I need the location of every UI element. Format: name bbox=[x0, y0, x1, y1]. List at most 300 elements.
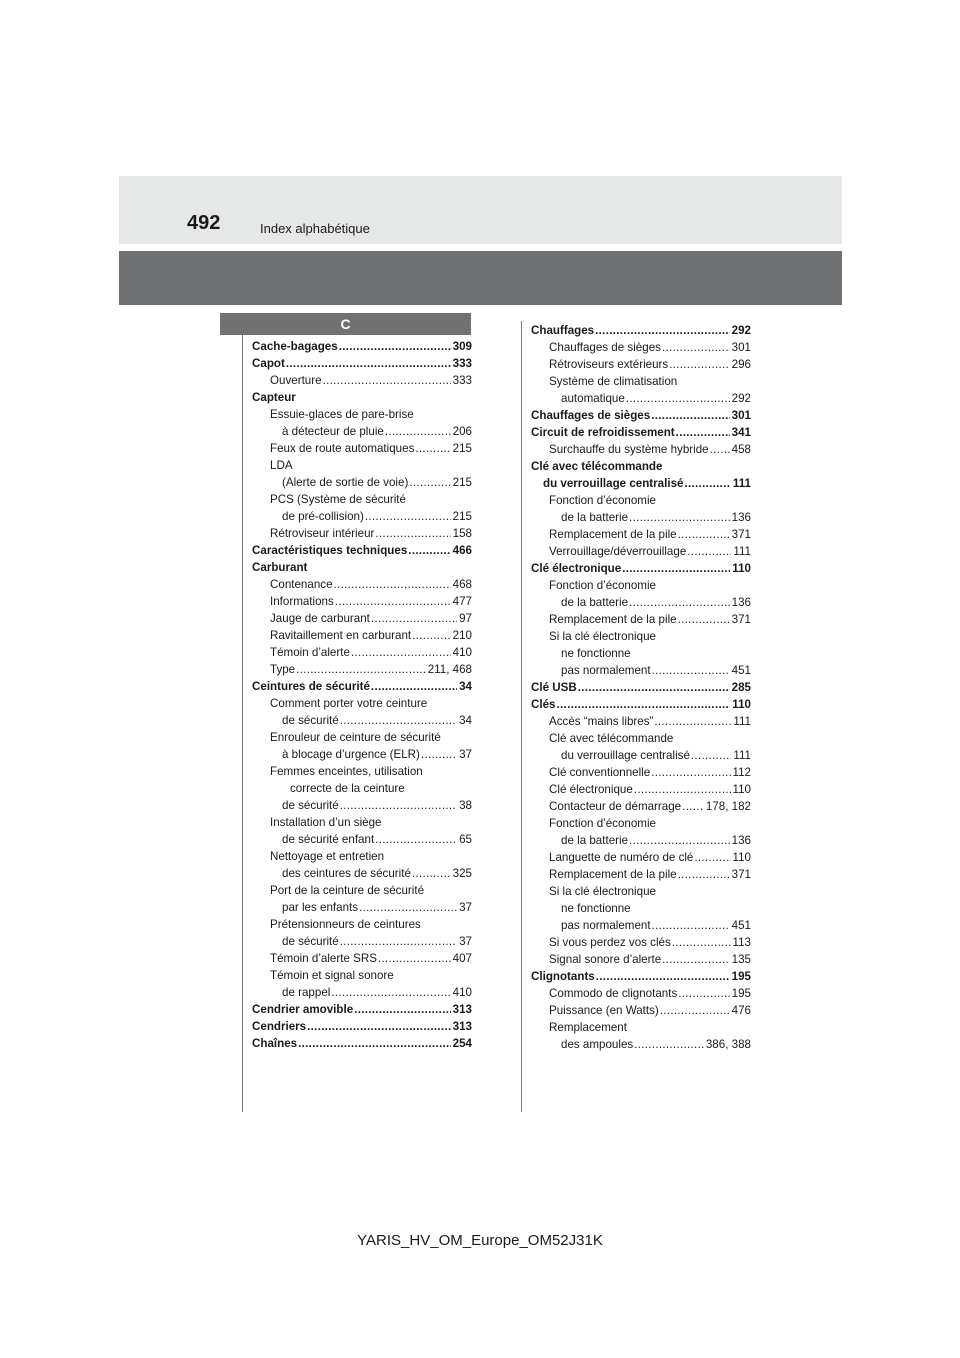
index-entry-page: 313 bbox=[452, 1020, 472, 1033]
index-entry-page: 178, 182 bbox=[705, 800, 751, 813]
index-entry-text: Remplacement bbox=[549, 1021, 627, 1034]
index-entry-page: 466 bbox=[452, 544, 472, 557]
index-column-left bbox=[252, 338, 472, 1052]
index-entry-page: 38 bbox=[459, 799, 472, 812]
index-entry bbox=[531, 458, 751, 475]
index-entry bbox=[531, 475, 751, 492]
index-entry bbox=[252, 797, 472, 814]
index-entry bbox=[252, 814, 472, 831]
index-entry bbox=[531, 866, 751, 883]
index-entry bbox=[531, 696, 751, 713]
index-entry-text: Clé conventionnelle bbox=[549, 766, 651, 779]
index-entry bbox=[252, 780, 472, 797]
index-entry bbox=[531, 441, 751, 458]
dot-leader bbox=[677, 611, 730, 628]
index-entry bbox=[252, 882, 472, 899]
index-entry-text: de sécurité bbox=[282, 714, 339, 727]
index-entry-text: Jauge de carburant bbox=[270, 612, 370, 625]
dot-leader bbox=[709, 441, 730, 458]
index-entry-text: Prétensionneurs de ceintures bbox=[270, 918, 421, 931]
index-entry bbox=[531, 560, 751, 577]
dot-leader bbox=[353, 1001, 450, 1018]
index-entry-page: 309 bbox=[452, 340, 472, 353]
index-entry-text: du verrouillage centralisé bbox=[543, 477, 684, 490]
index-entry bbox=[252, 916, 472, 933]
index-entry-page: 37 bbox=[459, 901, 472, 914]
index-entry-text: de sécurité bbox=[282, 935, 339, 948]
index-entry bbox=[531, 594, 751, 611]
dot-leader bbox=[322, 372, 451, 389]
index-entry-text: Nettoyage et entretien bbox=[270, 850, 385, 863]
index-entry-page: 111 bbox=[732, 477, 751, 490]
index-entry-page: 215 bbox=[452, 510, 472, 523]
index-entry bbox=[531, 1036, 751, 1053]
index-entry bbox=[252, 593, 472, 610]
index-entry-page: 292 bbox=[731, 324, 751, 337]
dot-leader bbox=[628, 509, 730, 526]
index-entry bbox=[531, 611, 751, 628]
index-entry-text: Ouverture bbox=[270, 374, 322, 387]
page-title: Index alphabétique bbox=[260, 221, 370, 236]
index-entry-text: Remplacement de la pile bbox=[549, 868, 677, 881]
index-entry bbox=[531, 1002, 751, 1019]
index-entry bbox=[252, 474, 472, 491]
index-entry-text: Cache-bagages bbox=[252, 340, 338, 353]
dot-leader bbox=[621, 560, 730, 577]
index-entry-page: 386, 388 bbox=[705, 1038, 751, 1051]
dot-leader bbox=[686, 543, 731, 560]
index-entry bbox=[252, 491, 472, 508]
index-entry bbox=[252, 508, 472, 525]
index-entry-text: Système de climatisation bbox=[549, 375, 678, 388]
index-entry bbox=[531, 679, 751, 696]
index-entry bbox=[531, 815, 751, 832]
index-entry-text: par les enfants bbox=[282, 901, 359, 914]
index-entry-page: 211, 468 bbox=[427, 663, 472, 676]
dot-leader bbox=[330, 984, 450, 1001]
dot-leader bbox=[651, 662, 730, 679]
dot-leader bbox=[681, 798, 704, 815]
index-entry-text: des ceintures de sécurité bbox=[282, 867, 411, 880]
index-entry-page: 34 bbox=[459, 714, 472, 727]
index-entry-text: Ceintures de sécurité bbox=[252, 680, 370, 693]
dot-leader bbox=[677, 985, 729, 1002]
index-entry-text: Informations bbox=[270, 595, 334, 608]
index-entry bbox=[531, 951, 751, 968]
index-entry-text: de sécurité enfant bbox=[282, 833, 375, 846]
index-entry-text: Clés bbox=[531, 698, 556, 711]
index-entry-page: 468 bbox=[452, 578, 472, 591]
index-entry-page: 215 bbox=[452, 442, 472, 455]
dot-leader bbox=[384, 423, 451, 440]
section-letter-tab: C bbox=[220, 313, 471, 335]
index-entry-page: 410 bbox=[452, 986, 472, 999]
dot-leader bbox=[577, 679, 730, 696]
index-entry bbox=[531, 832, 751, 849]
index-entry-page: 97 bbox=[459, 612, 472, 625]
index-entry-text: de la batterie bbox=[561, 511, 629, 524]
index-entry-page: 113 bbox=[732, 936, 751, 949]
index-entry-page: 158 bbox=[452, 527, 472, 540]
dot-leader bbox=[595, 968, 730, 985]
dot-leader bbox=[650, 407, 729, 424]
index-entry-text: Accès “mains libres” bbox=[549, 715, 654, 728]
index-entry-text: Chauffages bbox=[531, 324, 595, 337]
index-entry bbox=[252, 627, 472, 644]
index-entry-page: 206 bbox=[452, 425, 472, 438]
index-entry-text: Remplacement de la pile bbox=[549, 528, 677, 541]
index-entry-text: de pré-collision) bbox=[282, 510, 364, 523]
index-entry bbox=[252, 661, 472, 678]
index-entry-text: Comment porter votre ceinture bbox=[270, 697, 428, 710]
index-entry bbox=[252, 542, 472, 559]
index-entry bbox=[252, 372, 472, 389]
dot-leader bbox=[668, 356, 729, 373]
index-entry-text: Rétroviseurs extérieurs bbox=[549, 358, 669, 371]
index-entry-text: LDA bbox=[270, 459, 293, 472]
index-entry-page: 110 bbox=[732, 783, 751, 796]
index-entry-page: 210 bbox=[452, 629, 472, 642]
index-entry-text: Clé avec télécommande bbox=[531, 460, 663, 473]
index-entry-text: Ravitaillement en carburant bbox=[270, 629, 412, 642]
index-entry-page: 451 bbox=[731, 664, 751, 677]
index-entry bbox=[531, 730, 751, 747]
header-band bbox=[119, 176, 842, 244]
index-entry-text: à détecteur de pluie bbox=[282, 425, 384, 438]
index-entry-text: des ampoules bbox=[561, 1038, 634, 1051]
header-dark-band bbox=[119, 251, 842, 305]
index-entry-text: Si la clé électronique bbox=[549, 885, 656, 898]
index-entry-page: 407 bbox=[452, 952, 472, 965]
index-entry-page: 371 bbox=[731, 528, 751, 541]
index-entry-text: Port de la ceinture de sécurité bbox=[270, 884, 425, 897]
index-entry bbox=[252, 984, 472, 1001]
index-entry bbox=[531, 407, 751, 424]
index-entry-text: Témoin d’alerte bbox=[270, 646, 350, 659]
index-entry-page: 34 bbox=[459, 680, 472, 693]
index-entry-page: 65 bbox=[459, 833, 472, 846]
index-entry bbox=[252, 525, 472, 542]
dot-leader bbox=[407, 542, 450, 559]
index-entry-page: 195 bbox=[731, 970, 751, 983]
index-entry bbox=[252, 865, 472, 882]
index-entry-page: 371 bbox=[731, 868, 751, 881]
index-entry-text: Contenance bbox=[270, 578, 333, 591]
index-entry-page: 296 bbox=[731, 358, 751, 371]
index-entry-text: Enrouleur de ceinture de sécurité bbox=[270, 731, 441, 744]
index-entry bbox=[531, 424, 751, 441]
dot-leader bbox=[370, 610, 457, 627]
dot-leader bbox=[420, 746, 457, 763]
index-entry bbox=[531, 917, 751, 934]
index-entry bbox=[531, 645, 751, 662]
document-code: YARIS_HV_OM_Europe_OM52J31K bbox=[357, 1232, 603, 1249]
index-entry-text: Signal sonore d’alerte bbox=[549, 953, 662, 966]
index-entry-text: Installation d’un siège bbox=[270, 816, 382, 829]
index-entry-page: 476 bbox=[731, 1004, 751, 1017]
index-entry bbox=[252, 729, 472, 746]
index-entry-text: Essuie-glaces de pare-brise bbox=[270, 408, 414, 421]
index-entry-text: Fonction d’économie bbox=[549, 494, 656, 507]
index-entry-text: Cendrier amovible bbox=[252, 1003, 354, 1016]
index-entry-text: Chauffages de sièges bbox=[531, 409, 651, 422]
dot-leader bbox=[677, 526, 730, 543]
index-entry bbox=[252, 678, 472, 695]
dot-leader bbox=[556, 696, 731, 713]
index-entry-text: Capteur bbox=[252, 391, 296, 404]
dot-leader bbox=[285, 355, 451, 372]
index-entry-page: 110 bbox=[732, 698, 751, 711]
index-entry-text: correcte de la ceinture bbox=[290, 782, 405, 795]
index-entry-text: (Alerte de sortie de voie) bbox=[282, 476, 409, 489]
index-entry-text: Clé avec télécommande bbox=[549, 732, 674, 745]
index-entry bbox=[531, 883, 751, 900]
index-entry-page: 110 bbox=[732, 562, 751, 575]
index-entry-page: 110 bbox=[732, 851, 751, 864]
index-entry bbox=[252, 423, 472, 440]
index-entry-text: Fonction d’économie bbox=[549, 579, 656, 592]
index-entry bbox=[531, 849, 751, 866]
index-entry bbox=[252, 746, 472, 763]
index-entry-text: Type bbox=[270, 663, 296, 676]
index-entry-text: pas normalement bbox=[561, 664, 651, 677]
index-entry bbox=[531, 968, 751, 985]
dot-leader bbox=[683, 475, 730, 492]
index-entry-page: 333 bbox=[452, 374, 472, 387]
dot-leader bbox=[411, 627, 451, 644]
index-entry bbox=[531, 662, 751, 679]
dot-leader bbox=[370, 678, 457, 695]
index-entry-page: 410 bbox=[452, 646, 472, 659]
index-entry bbox=[252, 1001, 472, 1018]
left-column-rule bbox=[242, 335, 243, 1112]
index-entry-text: de la batterie bbox=[561, 834, 629, 847]
index-entry-text: pas normalement bbox=[561, 919, 651, 932]
index-entry-page: 195 bbox=[731, 987, 751, 1000]
dot-leader bbox=[414, 440, 450, 457]
index-entry-text: Capot bbox=[252, 357, 285, 370]
index-entry-page: 333 bbox=[452, 357, 472, 370]
index-entry-text: Contacteur de démarrage bbox=[549, 800, 682, 813]
index-entry bbox=[252, 610, 472, 627]
index-entry bbox=[252, 763, 472, 780]
index-entry bbox=[252, 406, 472, 423]
index-entry bbox=[252, 848, 472, 865]
index-entry bbox=[531, 985, 751, 1002]
dot-leader bbox=[364, 508, 451, 525]
index-entry-text: à blocage d’urgence (ELR) bbox=[282, 748, 420, 761]
index-entry bbox=[252, 695, 472, 712]
dot-leader bbox=[675, 424, 730, 441]
index-entry-text: Si la clé électronique bbox=[549, 630, 656, 643]
dot-leader bbox=[339, 712, 457, 729]
dot-leader bbox=[628, 594, 730, 611]
index-entry-page: 301 bbox=[731, 341, 751, 354]
dot-leader bbox=[333, 576, 451, 593]
index-entry-text: Fonction d’économie bbox=[549, 817, 656, 830]
right-column-rule bbox=[521, 321, 522, 1112]
index-entry bbox=[252, 576, 472, 593]
index-entry-text: Carburant bbox=[252, 561, 308, 574]
index-entry-page: 111 bbox=[733, 545, 751, 558]
index-entry bbox=[531, 747, 751, 764]
index-entry-text: ne fonctionne bbox=[561, 647, 631, 660]
index-entry bbox=[252, 933, 472, 950]
index-entry bbox=[252, 967, 472, 984]
dot-leader bbox=[633, 1036, 704, 1053]
index-entry-page: 341 bbox=[731, 426, 751, 439]
index-entry bbox=[252, 831, 472, 848]
dot-leader bbox=[651, 917, 730, 934]
dot-leader bbox=[661, 339, 730, 356]
dot-leader bbox=[628, 832, 730, 849]
index-entry bbox=[531, 339, 751, 356]
index-entry bbox=[531, 798, 751, 815]
index-entry-text: Clignotants bbox=[531, 970, 595, 983]
index-entry-text: Puissance (en Watts) bbox=[549, 1004, 659, 1017]
index-entry bbox=[252, 338, 472, 355]
dot-leader bbox=[594, 322, 730, 339]
index-entry-text: Témoin et signal sonore bbox=[270, 969, 394, 982]
index-entry-text: automatique bbox=[561, 392, 625, 405]
dot-leader bbox=[374, 831, 457, 848]
index-column-right bbox=[531, 322, 751, 1053]
page-number: 492 bbox=[187, 212, 221, 234]
index-entry-text: Témoin d’alerte SRS bbox=[270, 952, 377, 965]
index-entry-text: Cendriers bbox=[252, 1020, 307, 1033]
index-entry-page: 37 bbox=[459, 935, 472, 948]
index-entry-text: Clé USB bbox=[531, 681, 577, 694]
dot-leader bbox=[374, 525, 450, 542]
index-entry-page: 111 bbox=[733, 715, 751, 728]
index-entry-text: Verrouillage/déverrouillage bbox=[549, 545, 687, 558]
index-entry bbox=[531, 390, 751, 407]
index-entry-page: 301 bbox=[731, 409, 751, 422]
dot-leader bbox=[661, 951, 730, 968]
index-entry bbox=[252, 950, 472, 967]
dot-leader bbox=[350, 644, 451, 661]
index-entry-text: du verrouillage centralisé bbox=[561, 749, 690, 762]
index-entry bbox=[531, 628, 751, 645]
index-entry bbox=[252, 440, 472, 457]
dot-leader bbox=[693, 849, 730, 866]
index-entry-page: 112 bbox=[732, 766, 751, 779]
index-entry-text: Commodo de clignotants bbox=[549, 987, 678, 1000]
dot-leader bbox=[671, 934, 731, 951]
index-entry bbox=[531, 492, 751, 509]
dot-leader bbox=[633, 781, 731, 798]
index-entry-page: 136 bbox=[731, 596, 751, 609]
dot-leader bbox=[377, 950, 451, 967]
index-entry bbox=[531, 509, 751, 526]
index-entry-page: 111 bbox=[733, 749, 751, 762]
index-entry-page: 135 bbox=[731, 953, 751, 966]
index-entry-text: de sécurité bbox=[282, 799, 339, 812]
index-entry-page: 136 bbox=[731, 834, 751, 847]
index-entry bbox=[252, 1035, 472, 1052]
index-entry bbox=[252, 559, 472, 576]
index-entry bbox=[531, 373, 751, 390]
index-entry bbox=[531, 322, 751, 339]
dot-leader bbox=[650, 764, 730, 781]
index-entry-text: Circuit de refroidissement bbox=[531, 426, 675, 439]
index-entry bbox=[531, 526, 751, 543]
index-entry-text: Surchauffe du système hybride bbox=[549, 443, 709, 456]
index-entry bbox=[252, 712, 472, 729]
index-entry-page: 215 bbox=[452, 476, 472, 489]
dot-leader bbox=[625, 390, 730, 407]
dot-leader bbox=[677, 866, 730, 883]
index-entry-page: 477 bbox=[452, 595, 472, 608]
index-entry-page: 136 bbox=[731, 511, 751, 524]
index-entry-text: ne fonctionne bbox=[561, 902, 631, 915]
index-entry-text: Chauffages de sièges bbox=[549, 341, 661, 354]
dot-leader bbox=[659, 1002, 730, 1019]
dot-leader bbox=[408, 474, 450, 491]
dot-leader bbox=[297, 1035, 451, 1052]
index-entry-page: 285 bbox=[731, 681, 751, 694]
index-entry-page: 313 bbox=[452, 1003, 472, 1016]
index-entry bbox=[252, 1018, 472, 1035]
index-entry-page: 458 bbox=[731, 443, 751, 456]
dot-leader bbox=[358, 899, 457, 916]
index-entry-text: Chaînes bbox=[252, 1037, 298, 1050]
index-entry bbox=[252, 355, 472, 372]
dot-leader bbox=[653, 713, 731, 730]
index-entry bbox=[531, 713, 751, 730]
index-entry-page: 37 bbox=[459, 748, 472, 761]
index-entry-text: Rétroviseur intérieur bbox=[270, 527, 375, 540]
index-entry-page: 325 bbox=[452, 867, 472, 880]
index-entry bbox=[531, 356, 751, 373]
dot-leader bbox=[411, 865, 451, 882]
index-entry-text: Si vous perdez vos clés bbox=[549, 936, 671, 949]
index-entry bbox=[531, 900, 751, 917]
index-entry-text: Femmes enceintes, utilisation bbox=[270, 765, 423, 778]
index-entry bbox=[531, 934, 751, 951]
index-entry-text: de la batterie bbox=[561, 596, 629, 609]
index-entry bbox=[252, 899, 472, 916]
index-entry bbox=[252, 389, 472, 406]
index-entry-page: 292 bbox=[731, 392, 751, 405]
index-entry bbox=[531, 781, 751, 798]
index-entry-text: Feux de route automatiques bbox=[270, 442, 415, 455]
index-entry-text: Languette de numéro de clé bbox=[549, 851, 694, 864]
index-entry bbox=[531, 577, 751, 594]
index-entry bbox=[252, 457, 472, 474]
index-entry-text: Clé électronique bbox=[531, 562, 622, 575]
dot-leader bbox=[295, 661, 426, 678]
index-entry bbox=[531, 543, 751, 560]
dot-leader bbox=[690, 747, 731, 764]
index-entry-text: PCS (Système de sécurité bbox=[270, 493, 406, 506]
index-entry-page: 451 bbox=[731, 919, 751, 932]
dot-leader bbox=[339, 797, 457, 814]
index-entry-text: Caractéristiques techniques bbox=[252, 544, 408, 557]
index-entry-page: 254 bbox=[452, 1037, 472, 1050]
index-entry bbox=[252, 644, 472, 661]
index-entry-page: 371 bbox=[731, 613, 751, 626]
index-entry bbox=[531, 764, 751, 781]
dot-leader bbox=[339, 933, 457, 950]
index-entry-text: Clé électronique bbox=[549, 783, 633, 796]
index-entry-text: Remplacement de la pile bbox=[549, 613, 677, 626]
index-entry bbox=[531, 1019, 751, 1036]
dot-leader bbox=[306, 1018, 451, 1035]
dot-leader bbox=[334, 593, 451, 610]
dot-leader bbox=[338, 338, 451, 355]
index-entry-text: de rappel bbox=[282, 986, 331, 999]
